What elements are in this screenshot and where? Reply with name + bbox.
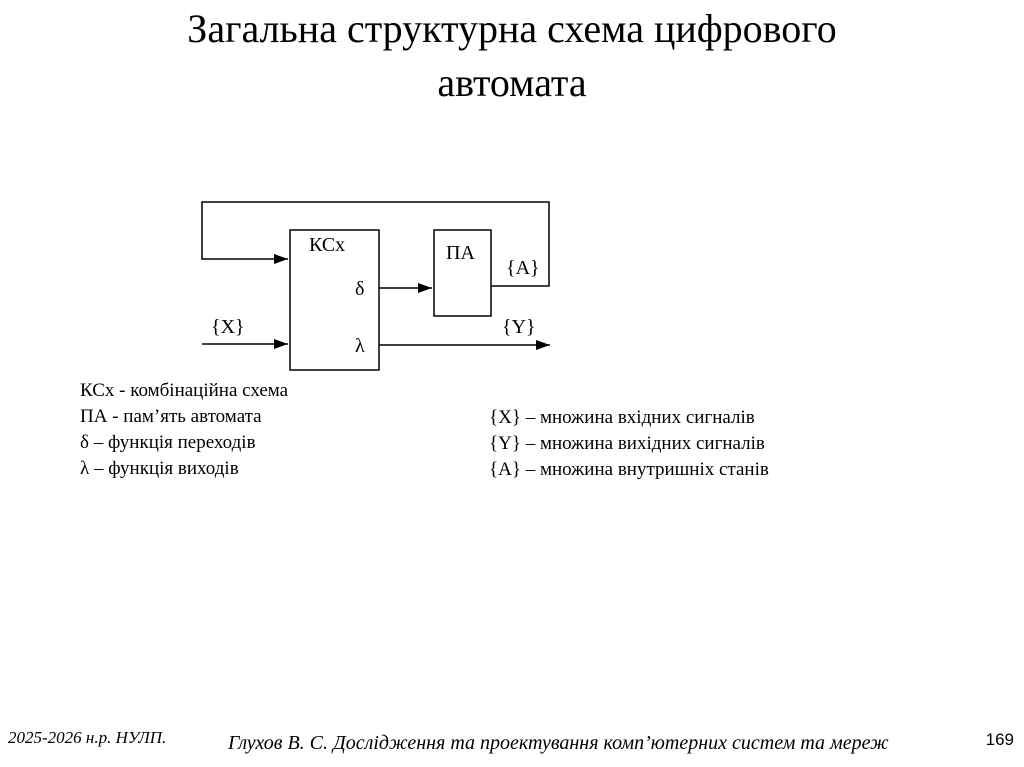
legend-item-pa: ПА - пам’ять автомата <box>80 406 262 427</box>
delta-label: δ <box>355 278 365 300</box>
legend-item-a: {A} – множина внутришніх станів <box>489 459 769 480</box>
legend-right <box>489 405 769 483</box>
legend-item-delta: δ – функція переходів <box>80 432 256 453</box>
block-pa-label: ПА <box>446 242 475 264</box>
footer-author-course: Глухов В. С. Дослідження та проектування комп’ютерних систем та мереж <box>228 732 889 754</box>
legend-item-y: {Y} – множина вихідних сигналів <box>489 433 765 454</box>
page-number: 169 <box>985 730 1014 749</box>
legend-left <box>80 378 288 482</box>
legend-item-lambda: λ – функція виходів <box>80 458 239 479</box>
slide-title-line-1: Загальна структурна схема цифрового <box>187 6 837 51</box>
block-ksx-label: КСх <box>309 234 346 256</box>
state-feedback-line <box>202 202 549 286</box>
input-set-label: {X} <box>211 316 245 338</box>
output-set-label: {Y} <box>502 316 536 338</box>
legend-item-ksx: КСх - комбінаційна схема <box>80 380 289 401</box>
slide-title-line-2: автомата <box>437 60 587 105</box>
state-set-label: {A} <box>506 257 540 279</box>
legend-item-x: {X} – множина вхідних сигналів <box>489 407 755 428</box>
footer-year: 2025-2026 н.р. НУЛП. <box>8 728 167 747</box>
lambda-label: λ <box>355 335 365 357</box>
